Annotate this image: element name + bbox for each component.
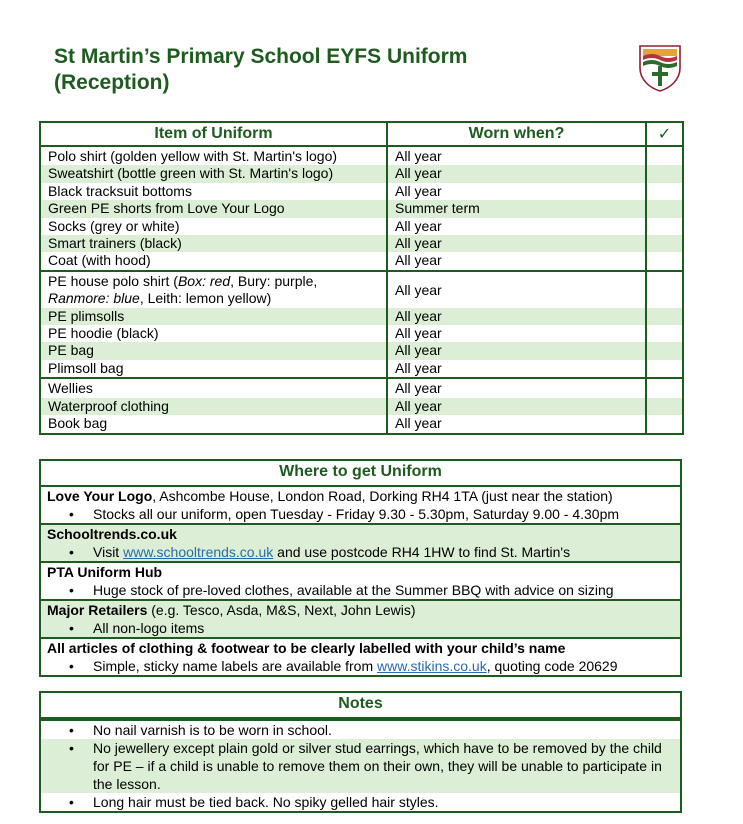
pta-detail: Huge stock of pre-loved clothes, available at the Summer BBQ with advice on sizing	[93, 582, 614, 598]
schooltrends-name: Schooltrends.co.uk	[47, 526, 177, 542]
uniform-item-cell: Green PE shorts from Love Your Logo	[40, 200, 387, 217]
worn-when-cell: All year	[387, 146, 646, 165]
uniform-item-cell: Wellies	[40, 378, 387, 397]
check-cell[interactable]	[646, 146, 683, 165]
page-title	[54, 44, 574, 96]
schooltrends-section	[41, 525, 680, 563]
bullet: •	[69, 794, 74, 810]
major-retailers-examples: (e.g. Tesco, Asda, M&S, Next, John Lewis)	[147, 602, 416, 618]
uniform-item-text: , Leith: lemon yellow)	[139, 290, 272, 307]
uniform-item-cell: Polo shirt (golden yellow with St. Martin's logo)	[40, 146, 387, 165]
worn-when-cell: All year	[387, 271, 646, 308]
column-header-item: Item of Uniform	[40, 122, 387, 146]
uniform-item-text: PE house polo shirt (	[48, 272, 178, 289]
note-text: No nail varnish is to be worn in school.	[93, 722, 332, 738]
check-cell[interactable]	[646, 183, 683, 200]
school-crest-icon	[636, 42, 684, 92]
uniform-item-text: Ranmore: blue	[48, 290, 140, 307]
love-your-logo-section	[41, 487, 680, 525]
check-cell[interactable]	[646, 218, 683, 235]
table-row	[40, 183, 683, 200]
bullet: •	[69, 722, 74, 738]
title-line-2: (Reception)	[54, 71, 170, 94]
table-row	[40, 308, 683, 325]
worn-when-cell: All year	[387, 325, 646, 342]
uniform-item-cell: Waterproof clothing	[40, 398, 387, 415]
worn-when-cell: All year	[387, 165, 646, 182]
labelling-post: , quoting code 20629	[486, 658, 618, 674]
uniform-table	[39, 121, 684, 435]
check-cell[interactable]	[646, 325, 683, 342]
worn-when-cell: All year	[387, 183, 646, 200]
table-row	[40, 165, 683, 182]
bullet: •	[69, 620, 74, 636]
where-section-header	[39, 459, 682, 487]
check-cell[interactable]	[646, 165, 683, 182]
check-cell[interactable]	[646, 415, 683, 433]
check-cell[interactable]	[646, 308, 683, 325]
check-cell[interactable]	[646, 271, 683, 308]
worn-when-cell: All year	[387, 252, 646, 270]
uniform-item-cell: Coat (with hood)	[40, 252, 387, 270]
worn-when-cell: All year	[387, 415, 646, 433]
love-your-logo-address: , Ashcombe House, London Road, Dorking RH4 1TA (just near the station)	[152, 488, 613, 504]
worn-when-cell: Summer term	[387, 200, 646, 217]
where-section-body	[39, 485, 682, 677]
column-header-check: ✓	[646, 122, 683, 146]
column-header-when: Worn when?	[387, 122, 646, 146]
worn-when-cell: All year	[387, 218, 646, 235]
worn-when-cell: All year	[387, 235, 646, 252]
worn-when-cell: All year	[387, 398, 646, 415]
table-row	[40, 378, 683, 397]
love-your-logo-detail: Stocks all our uniform, open Tuesday - Friday 9.30 - 5.30pm, Saturday 9.00 - 4.30pm	[93, 506, 620, 522]
where-title: Where to get Uniform	[279, 463, 442, 480]
check-cell[interactable]	[646, 398, 683, 415]
schooltrends-post: and use postcode RH4 1HW to find St. Martin's	[273, 544, 571, 560]
worn-when-cell: All year	[387, 308, 646, 325]
table-row	[40, 146, 683, 165]
bullet: •	[69, 582, 74, 598]
bullet: •	[69, 544, 74, 560]
table-row	[40, 360, 683, 378]
table-row	[40, 200, 683, 217]
uniform-item-cell: Socks (grey or white)	[40, 218, 387, 235]
note-item	[41, 793, 680, 811]
worn-when-cell: All year	[387, 378, 646, 397]
major-retailers-detail: All non-logo items	[93, 620, 205, 636]
uniform-item-cell: PE bag	[40, 342, 387, 359]
uniform-item-cell: PE plimsolls	[40, 308, 387, 325]
table-row	[40, 342, 683, 359]
bullet: •	[69, 506, 74, 522]
table-row	[40, 325, 683, 342]
schooltrends-pre: Visit	[93, 544, 124, 560]
check-cell[interactable]	[646, 200, 683, 217]
table-row	[40, 235, 683, 252]
table-row	[40, 218, 683, 235]
uniform-item-cell: Sweatshirt (bottle green with St. Martin's logo)	[40, 165, 387, 182]
uniform-item-cell: Book bag	[40, 415, 387, 433]
note-item	[41, 721, 680, 739]
schooltrends-link[interactable]: www.schooltrends.co.uk	[123, 544, 274, 560]
check-cell[interactable]	[646, 342, 683, 359]
notes-title: Notes	[338, 695, 383, 712]
bullet: •	[69, 740, 74, 756]
check-cell[interactable]	[646, 360, 683, 378]
table-row	[40, 252, 683, 270]
uniform-item-text: , Bury: purple,	[230, 272, 318, 289]
labelling-heading: All articles of clothing & footwear to be clearly labelled with your child’s name	[47, 640, 566, 656]
worn-when-cell: All year	[387, 360, 646, 378]
major-retailers-section	[41, 601, 680, 639]
note-item	[41, 739, 680, 793]
pta-section	[41, 563, 680, 601]
stikins-link[interactable]: www.stikins.co.uk	[377, 658, 487, 674]
notes-section-header	[39, 691, 682, 719]
table-row	[40, 271, 683, 308]
uniform-item-cell: PE hoodie (black)	[40, 325, 387, 342]
uniform-item-cell: Smart trainers (black)	[40, 235, 387, 252]
check-cell[interactable]	[646, 252, 683, 270]
uniform-item-cell: Black tracksuit bottoms	[40, 183, 387, 200]
table-header-row	[40, 122, 683, 146]
major-retailers-name: Major Retailers	[47, 602, 148, 618]
notes-section-body	[39, 719, 682, 813]
bullet: •	[69, 658, 74, 674]
title-line-1: St Martin’s Primary School EYFS Uniform	[54, 45, 468, 68]
love-your-logo-name: Love Your Logo	[47, 488, 153, 504]
table-row	[40, 415, 683, 433]
labelling-pre: Simple, sticky name labels are available from	[93, 658, 378, 674]
labelling-section	[41, 639, 680, 675]
pta-name: PTA Uniform Hub	[47, 564, 163, 580]
worn-when-cell: All year	[387, 342, 646, 359]
note-text: Long hair must be tied back. No spiky gelled hair styles.	[93, 794, 439, 810]
note-text: No jewellery except plain gold or silver stud earrings, which have to be removed by the child for PE – if a child is unable to remove them on their own, they will be unable to participate in the lesson.	[93, 740, 662, 792]
table-row	[40, 398, 683, 415]
uniform-item-cell: Plimsoll bag	[40, 360, 387, 378]
check-cell[interactable]	[646, 378, 683, 397]
uniform-item-cell	[40, 271, 387, 308]
check-cell[interactable]	[646, 235, 683, 252]
uniform-item-text: Box: red	[177, 272, 231, 289]
